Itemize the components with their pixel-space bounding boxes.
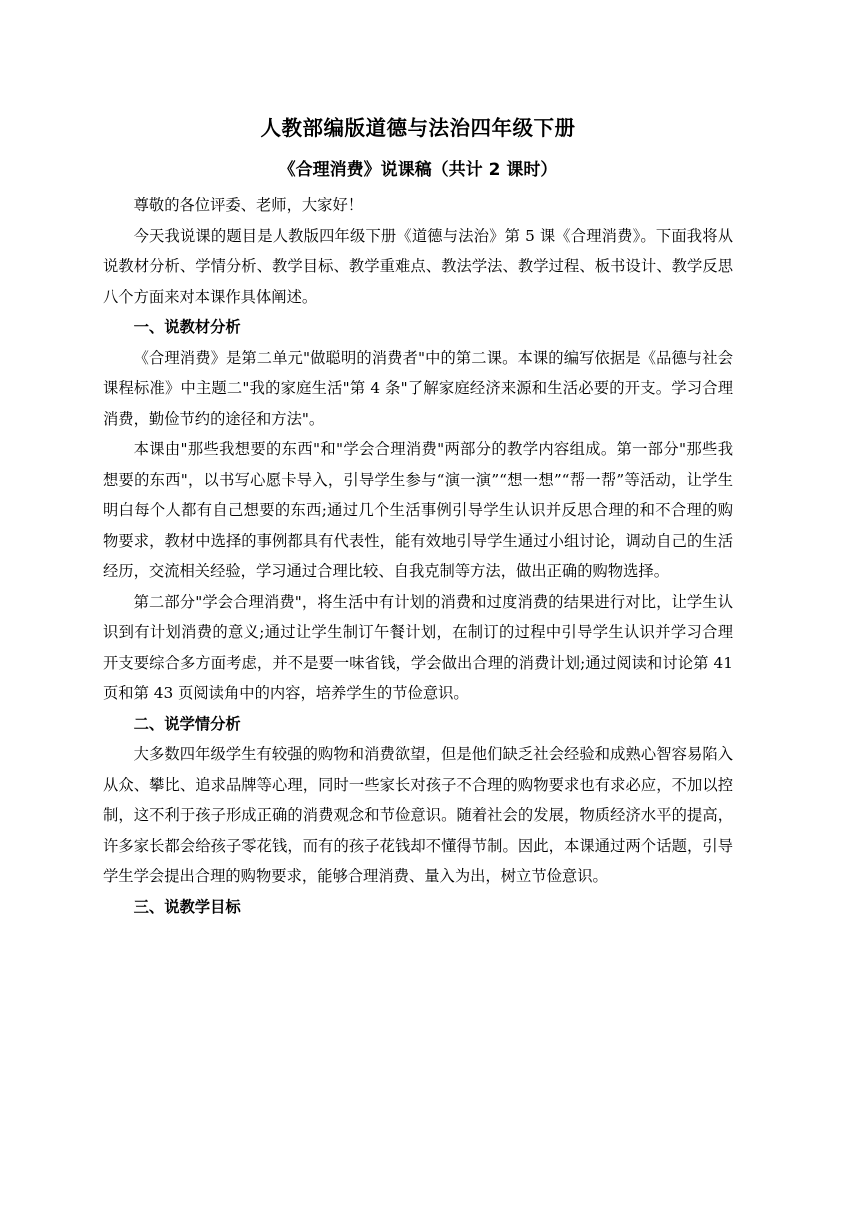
section-teaching-goals <box>103 892 733 923</box>
section-heading: 一、说教材分析 <box>133 318 241 336</box>
body-paragraph: 第二部分"学会合理消费"，将生活中有计划的消费和过度消费的结果进行对比，让学生认识到有计划消费的意义;通过让学生制订午餐计划，在制订的过程中引导学生认识并学习合理开支要综合多方面考虑，并不是要一味省钱，学会做出合理的消费计划;通过阅读和讨论第 41 页和第 43 页阅读角中的内容，培养学生的节俭意识。 <box>103 592 733 702</box>
document-title: 人教部编版道德与法治四年级下册 <box>260 116 576 140</box>
section-heading: 二、说学情分析 <box>133 714 241 733</box>
intro-paragraph: 今天我说课的题目是人教版四年级下册《道德与法治》第 5 课《合理消费》。下面我将从说教材分析、学情分析、教学目标、教学重难点、教法学法、教学过程、板书设计、教学反思八个方面来对本课作具体阐述。 <box>103 226 733 306</box>
document-subtitle: 《合理消费》说课稿（共计 2 课时） <box>278 160 558 180</box>
section-textbook-analysis <box>103 312 733 709</box>
body-paragraph: 大多数四年级学生有较强的购物和消费欲望，但是他们缺乏社会经验和成熟心智容易陷入从众、攀比、追求品牌等心理，同时一些家长对孩子不合理的购物要求也有求必应，不加以控制，这不利于孩子形成正确的消费观念和节俭意识。随着社会的发展，物质经济水平的提高，许多家长都会给孩子零花钱，而有的孩子花钱却不懂得节制。因此，本课通过两个话题，引导学生学会提出合理的购物要求，能够合理消费、量入为出，树立节俭意识。 <box>103 745 733 885</box>
document-body <box>103 110 733 922</box>
section-heading: 三、说教学目标 <box>133 897 241 916</box>
section-student-analysis <box>103 709 733 892</box>
body-paragraph: 《合理消费》是第二单元"做聪明的消费者"中的第二课。本课的编写依据是《品德与社会课程标准》中主题二"我的家庭生活"第 4 条"了解家庭经济来源和生活必要的开支。学习合理消费，勤俭节约的途径和方法"。 <box>103 348 733 428</box>
greeting-paragraph: 尊敬的各位评委、老师，大家好！ <box>133 196 364 214</box>
body-paragraph: 本课由"那些我想要的东西"和"学会合理消费"两部分的教学内容组成。第一部分"那些我想要的东西"，以书写心愿卡导入，引导学生参与“演一演”“想一想”“帮一帮”等活动，让学生明白每个人都有自己想要的东西;通过几个生活事例引导学生认识并反思合理的和不合理的购物要求，教材中选择的事例都具有代表性，能有效地引导学生通过小组讨论，调动自己的生活经历，交流相关经验，学习通过合理比较、自我克制等方法，做出正确的购物选择。 <box>103 440 733 580</box>
